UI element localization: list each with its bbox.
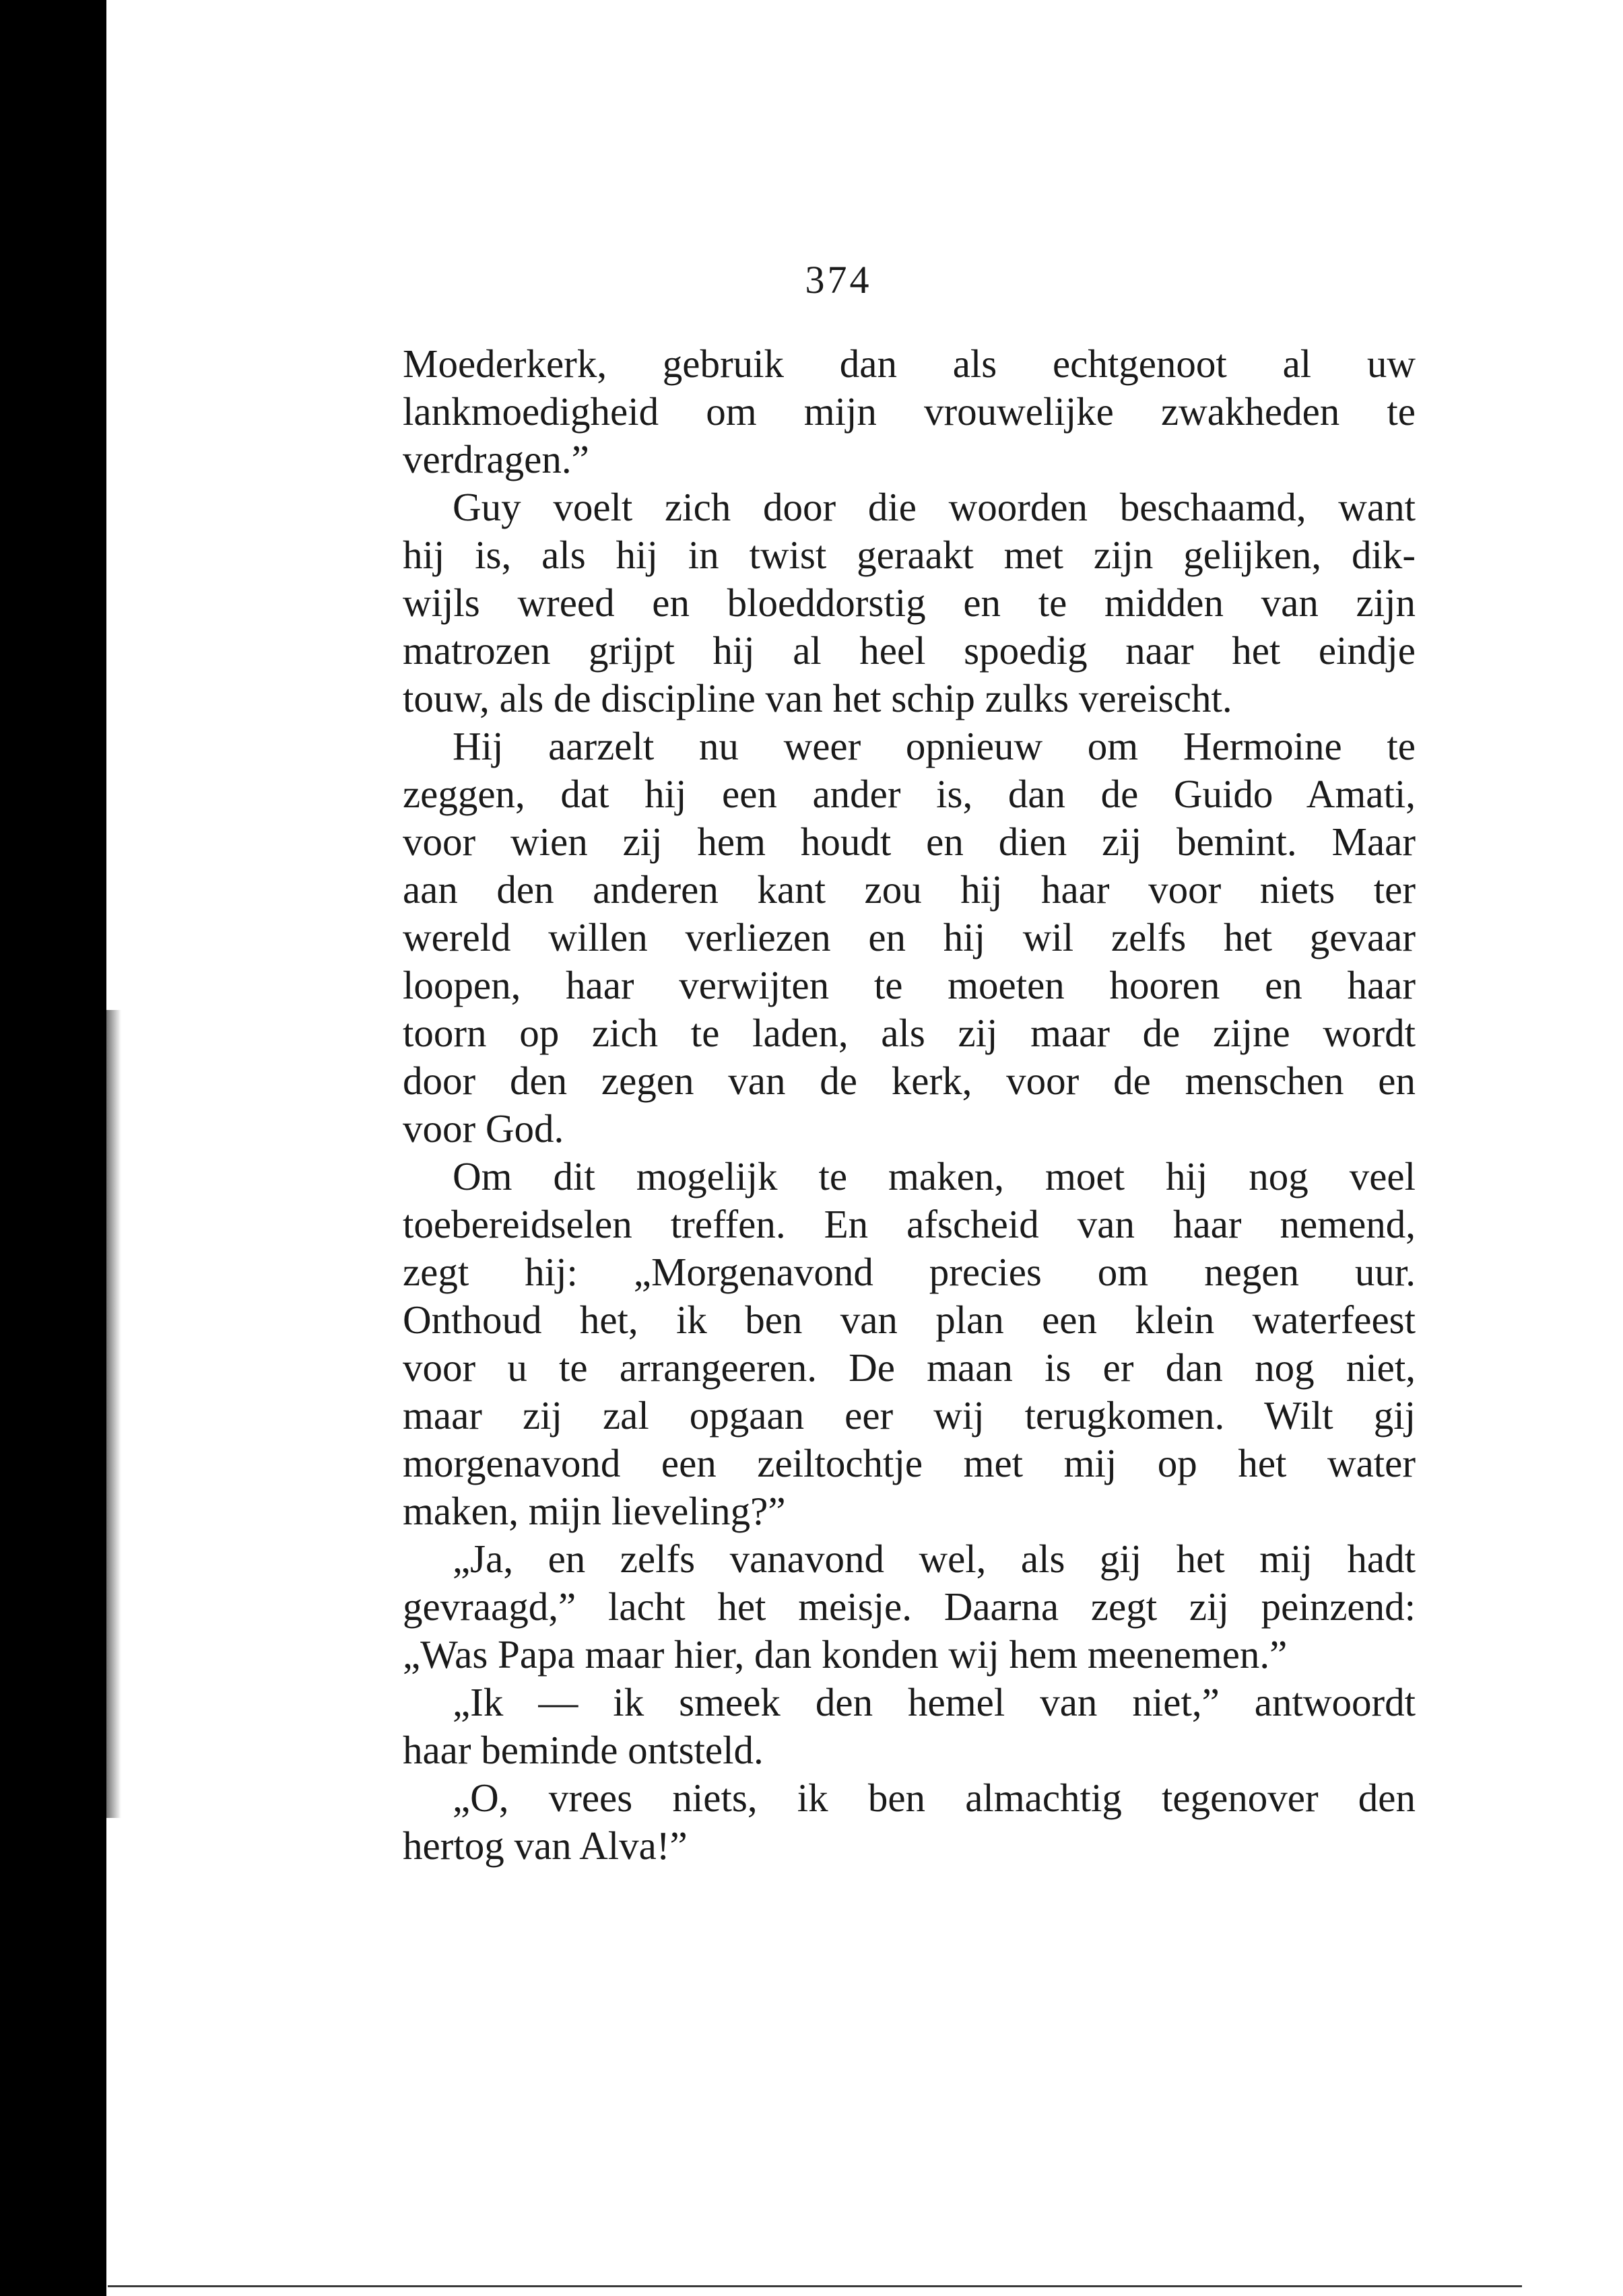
text-line: matrozen grijpt hij al heel spoedig naar het eindje	[403, 628, 1416, 673]
text-line: voor God.	[403, 1106, 564, 1151]
text-line: zegt hij: „Morgenavond precies om negen uur.	[403, 1250, 1416, 1294]
text-line: „Ja, en zelfs vanavond wel, als gij het mij hadt	[453, 1537, 1416, 1581]
text-line: haar beminde ontsteld.	[403, 1728, 764, 1772]
paragraph	[403, 1535, 1416, 1679]
text-line: Guy voelt zich door die woorden beschaamd, want	[453, 485, 1416, 529]
text-line: Hij aarzelt nu weer opnieuw om Hermoine te	[453, 724, 1416, 768]
paragraph	[403, 483, 1416, 722]
text-line: voor wien zij hem houdt en dien zij bemint. Maar	[403, 819, 1416, 864]
text-line: Onthoud het, ik ben van plan een klein waterfeest	[403, 1297, 1416, 1342]
text-line: hertog van Alva!”	[403, 1823, 688, 1868]
text-line: wijls wreed en bloeddorstig en te midden van zijn	[403, 580, 1416, 625]
page-number: 374	[805, 258, 872, 302]
text-line: door den zegen van de kerk, voor de menschen en	[403, 1058, 1416, 1103]
text-line: toebereidselen treffen. En afscheid van haar nemend,	[403, 1202, 1416, 1246]
text-line: maken, mijn lieveling?”	[403, 1489, 786, 1533]
text-line: voor u te arrangeeren. De maan is er dan nog niet,	[403, 1345, 1416, 1390]
text-line: „Ik — ik smeek den hemel van niet,” antwoordt	[453, 1680, 1416, 1724]
text-line: Moederkerk, gebruik dan als echtgenoot al uw	[403, 341, 1416, 386]
text-line: zeggen, dat hij een ander is, dan de Guido Amati,	[403, 772, 1416, 816]
text-line: gevraagd,” lacht het meisje. Daarna zegt zij peinzend:	[403, 1584, 1416, 1629]
body-text	[403, 340, 1416, 1870]
text-line: „Was Papa maar hier, dan konden wij hem meenemen.”	[403, 1632, 1288, 1677]
text-line: verdragen.”	[403, 437, 589, 481]
text-line: loopen, haar verwijten te moeten hooren en haar	[403, 963, 1416, 1007]
paragraph	[403, 1153, 1416, 1535]
text-line: Om dit mogelijk te maken, moet hij nog veel	[453, 1154, 1416, 1198]
text-line: wereld willen verliezen en hij wil zelfs het gevaar	[403, 915, 1416, 959]
text-line: aan den anderen kant zou hij haar voor niets ter	[403, 867, 1416, 912]
text-line: hij is, als hij in twist geraakt met zijn gelijken, dik-	[403, 533, 1416, 577]
text-line: morgenavond een zeiltochtje met mij op het water	[403, 1441, 1416, 1485]
scan-binding-edge	[0, 0, 106, 2296]
scan-bottom-edge	[108, 2285, 1522, 2287]
paragraph	[403, 340, 1416, 483]
paragraph	[403, 722, 1416, 1153]
text-line: lankmoedigheid om mijn vrouwelijke zwakheden te	[403, 389, 1416, 434]
text-line: touw, als de discipline van het schip zulks vereischt.	[403, 676, 1232, 720]
paragraph	[403, 1774, 1416, 1870]
paragraph	[403, 1679, 1416, 1774]
text-line: „O, vrees niets, ik ben almachtig tegenover den	[453, 1776, 1416, 1820]
text-line: toorn op zich te laden, als zij maar de zijne wordt	[403, 1011, 1416, 1055]
text-line: maar zij zal opgaan eer wij terugkomen. Wilt gij	[403, 1393, 1416, 1438]
